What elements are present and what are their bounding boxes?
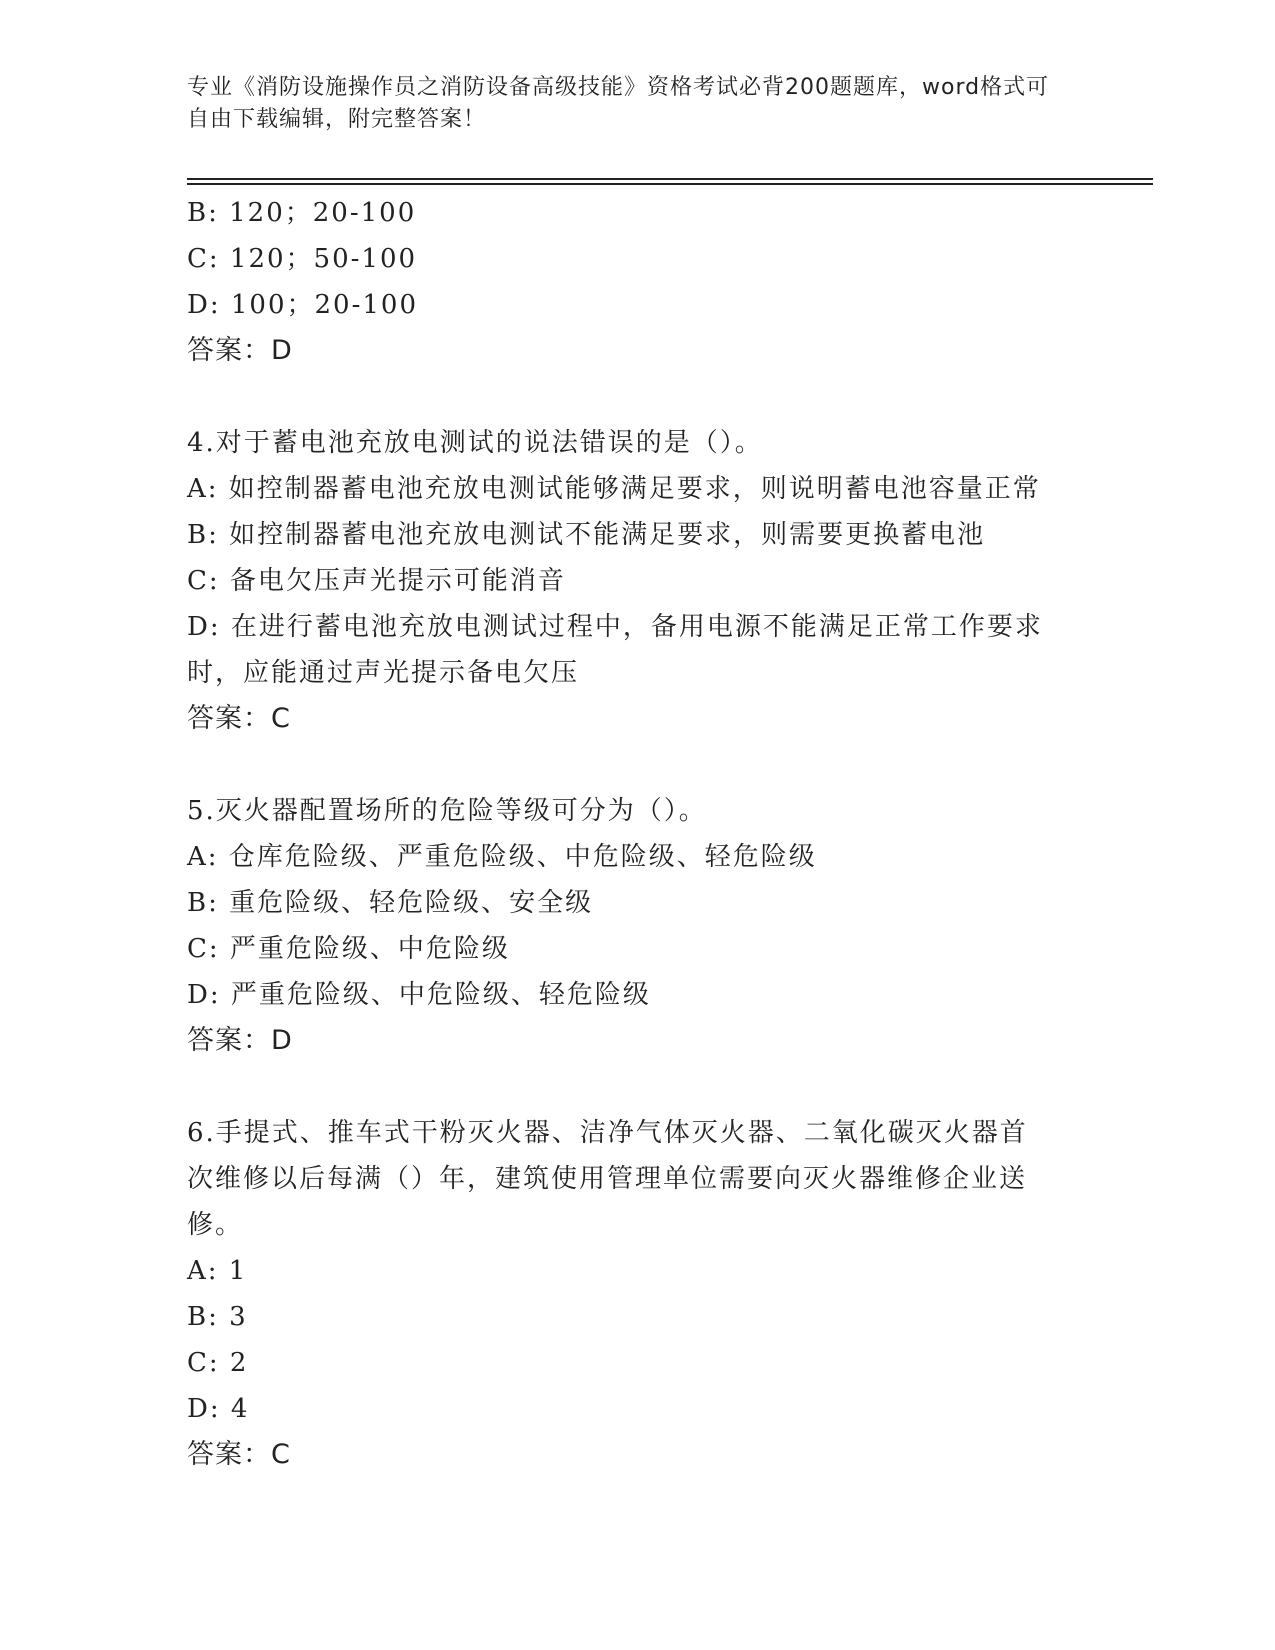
q5-option-d: D: 严重危险级、中危险级、轻危险级 bbox=[187, 980, 651, 1010]
q3-option-b: B: 120；20-100 bbox=[187, 198, 417, 228]
q6-option-c: C: 2 bbox=[187, 1348, 249, 1378]
q4-question: 4.对于蓄电池充放电测试的说法错误的是（）。 bbox=[187, 428, 763, 458]
question-content bbox=[187, 190, 1087, 1478]
q3-answer: 答案：D bbox=[187, 335, 293, 366]
spacer bbox=[187, 374, 1087, 420]
q6-option-a: A: 1 bbox=[187, 1256, 248, 1286]
q5-option-a: A: 仓库危险级、严重危险级、中危险级、轻危险级 bbox=[187, 842, 817, 872]
q5-question: 5.灭火器配置场所的危险等级可分为（）。 bbox=[187, 796, 707, 826]
q4-option-a: A: 如控制器蓄电池充放电测试能够满足要求，则说明蓄电池容量正常 bbox=[187, 474, 1041, 504]
q6-answer: 答案：C bbox=[187, 1439, 291, 1470]
spacer bbox=[187, 742, 1087, 788]
q6-option-d: D: 4 bbox=[187, 1394, 250, 1424]
q6-question-line1: 6.手提式、推车式干粉灭火器、洁净气体灭火器、二氧化碳灭火器首 bbox=[187, 1118, 1028, 1148]
q6-question-line3: 修。 bbox=[187, 1210, 244, 1240]
header-rule-bottom bbox=[187, 183, 1153, 185]
q3-option-c: C: 120；50-100 bbox=[187, 244, 418, 274]
q4-answer: 答案：C bbox=[187, 703, 291, 734]
header-rule-top bbox=[187, 178, 1153, 180]
q5-option-b: B: 重危险级、轻危险级、安全级 bbox=[187, 888, 594, 918]
q5-option-c: C: 严重危险级、中危险级 bbox=[187, 934, 510, 964]
q6-option-b: B: 3 bbox=[187, 1302, 248, 1332]
q4-option-c: C: 备电欠压声光提示可能消音 bbox=[187, 566, 566, 596]
q6-question-line2: 次维修以后每满（）年，建筑使用管理单位需要向灭火器维修企业送 bbox=[187, 1164, 1028, 1194]
q4-option-d-line2: 时，应能通过声光提示备电欠压 bbox=[187, 658, 580, 688]
q4-option-b: B: 如控制器蓄电池充放电测试不能满足要求，则需要更换蓄电池 bbox=[187, 520, 986, 550]
q5-answer: 答案：D bbox=[187, 1025, 293, 1056]
document-header: 专业《消防设施操作员之消防设备高级技能》资格考试必背200题题库，word格式可自由下载编辑，附完整答案！ bbox=[187, 75, 1050, 132]
spacer bbox=[187, 1064, 1087, 1110]
q4-option-d-line1: D: 在进行蓄电池充放电测试过程中，备用电源不能满足正常工作要求 bbox=[187, 612, 1043, 642]
q3-option-d: D: 100；20-100 bbox=[187, 290, 418, 320]
